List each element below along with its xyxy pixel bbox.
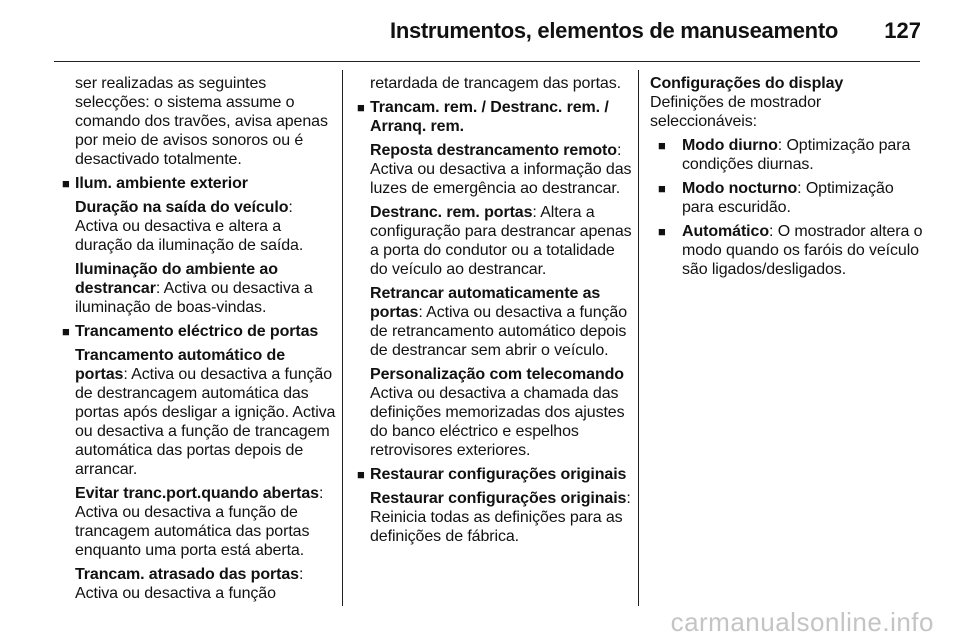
setting-term: Trancamento automático de portas <box>75 347 285 383</box>
bullet-square-icon: ■ <box>62 324 70 339</box>
setting-description <box>62 346 337 479</box>
setting-term: Evitar tranc.port.quando abertas <box>75 485 319 502</box>
setting-term: Retrancar automaticamente as portas <box>370 285 601 321</box>
setting-text: : Activa ou desactiva a função de trancagem automática das portas enquanto uma porta está aberta. <box>75 485 324 559</box>
setting-text: : Activa ou desactiva a função de destrancagem automática das portas após desligar a ignição. Activa ou desactiva a função de trancagem automática das portas depois de arrancar. <box>75 366 336 478</box>
setting-term: Reposta destrancamento remoto <box>370 142 617 159</box>
setting-description <box>357 365 632 460</box>
page-number: 127 <box>884 18 921 43</box>
heading-text: Configurações do display <box>650 75 844 92</box>
setting-text: : Activa ou desactiva a iluminação de boas-vindas. <box>75 280 313 316</box>
heading-text: Trancam. rem. / Destranc. rem. / Arranq. rem. <box>370 99 609 135</box>
text-column-2 <box>357 74 632 551</box>
setting-text: : Activa ou desactiva a informação das luzes de emergência ao destrancar. <box>370 142 632 197</box>
setting-text: : Reinicia todas as definições para as definições de fábrica. <box>370 490 631 545</box>
list-item <box>658 136 925 174</box>
setting-description <box>62 198 337 255</box>
bullet-square-icon: ■ <box>658 224 666 239</box>
setting-description <box>62 260 337 317</box>
setting-text: : Activa ou desactiva a função de retrancamento automático depois de destrancar sem abrir o veículo. <box>370 304 628 359</box>
setting-term: Iluminação do ambiente ao destrancar <box>75 261 278 297</box>
setting-term: Duração na saída do veículo <box>75 199 289 216</box>
bullet-square-icon: ■ <box>357 467 365 482</box>
column-divider-right <box>638 70 639 606</box>
heading-text: Restaurar configurações originais <box>370 466 627 483</box>
list-item <box>658 222 925 279</box>
setting-description <box>62 565 337 603</box>
watermark: carmanualsonline.info <box>670 607 934 637</box>
bullet-square-icon: ■ <box>658 138 666 153</box>
setting-text: : Optimização para condições diurnas. <box>682 137 911 173</box>
section-heading <box>650 74 925 93</box>
setting-text: : Optimização para escuridão. <box>682 180 894 216</box>
setting-description <box>62 484 337 560</box>
text-column-1 <box>62 74 337 608</box>
setting-term: Restaurar configurações originais <box>370 490 627 507</box>
setting-text: : Altera a configuração para destrancar apenas a porta do condutor ou a totalidade do veículo ao destrancar. <box>370 204 632 278</box>
setting-term: Modo diurno <box>682 137 778 154</box>
setting-text: : Activa ou desactiva a função <box>75 566 304 602</box>
section-heading <box>357 465 632 484</box>
setting-term: Modo nocturno <box>682 180 798 197</box>
paragraph-intro: Definições de mostrador seleccionáveis: <box>650 94 822 130</box>
setting-term: Destranc. rem. portas <box>370 204 533 221</box>
section-heading <box>62 174 337 193</box>
list-item <box>658 179 925 217</box>
setting-term: Personalização com telecomando <box>370 366 624 383</box>
bullet-square-icon: ■ <box>658 181 666 196</box>
setting-description <box>357 489 632 546</box>
setting-description <box>357 141 632 198</box>
page-header <box>0 0 960 62</box>
bullet-square-icon: ■ <box>62 176 70 191</box>
text-column-3 <box>650 74 925 284</box>
section-heading <box>62 322 337 341</box>
setting-text: Activa ou desactiva a chamada das definições memorizadas dos ajustes do banco eléctrico e espelhos retrovisores exteriores. <box>370 385 625 459</box>
setting-description <box>357 203 632 279</box>
section-heading <box>357 98 632 136</box>
header-divider <box>54 61 920 62</box>
column-divider-left <box>342 70 343 606</box>
setting-term: Automático <box>682 223 770 240</box>
heading-text: Trancamento eléctrico de portas <box>75 323 319 340</box>
page-title: Instrumentos, elementos de manuseamento <box>390 18 838 43</box>
setting-text: : O mostrador altera o modo quando os faróis do veículo são ligados/desligados. <box>682 223 923 278</box>
setting-description <box>357 284 632 360</box>
setting-text: : Activa ou desactiva e altera a duração da iluminação de saída. <box>75 199 304 254</box>
bullet-square-icon: ■ <box>357 100 365 115</box>
heading-text: Ilum. ambiente exterior <box>75 175 248 192</box>
paragraph-intro: ser realizadas as seguintes selecções: o sistema assume o comando dos travões, avisa apenas por meio de avisos sonoros ou é desactivado totalmente. <box>75 75 328 168</box>
setting-term: Trancam. atrasado das portas <box>75 566 299 583</box>
paragraph-continuation: retardada de trancagem das portas. <box>370 75 621 92</box>
